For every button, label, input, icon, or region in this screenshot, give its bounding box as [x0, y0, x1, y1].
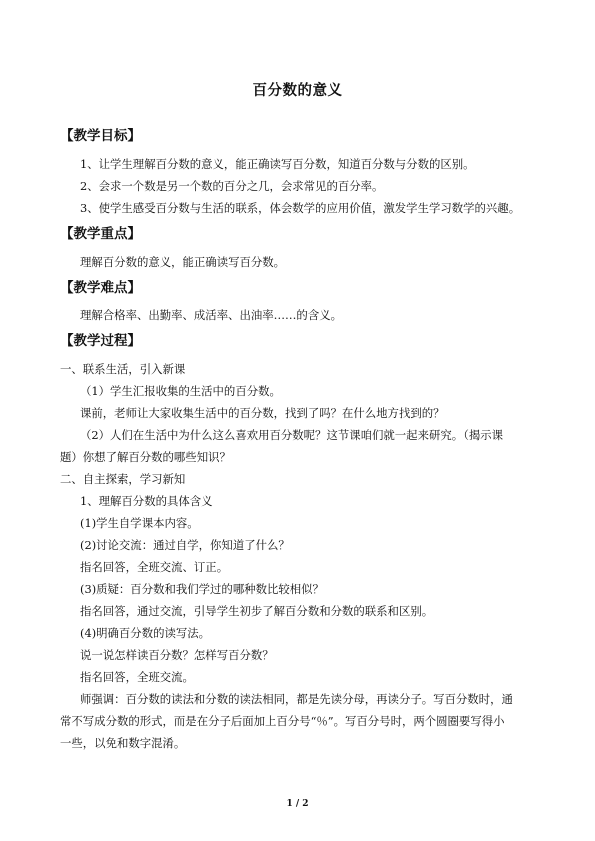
- process-line-18: 一些，以免和数字混淆。: [60, 736, 186, 750]
- process-line-6: 二、自主探索，学习新知: [60, 472, 186, 486]
- goal-line-3: 3、使学生感受百分数与生活的联系，体会数学的应用价值，激发学生学习数学的兴趣。: [80, 201, 521, 215]
- section-heading-process: 【教学过程】: [60, 333, 141, 349]
- process-line-13: (4)明确百分数的读写法。: [80, 626, 211, 640]
- goal-line-2: 2、会求一个数是另一个数的百分之几，会求常见的百分率。: [80, 179, 384, 193]
- page-title: 百分数的意义: [252, 82, 343, 99]
- process-line-15: 指名回答，全班交流。: [80, 670, 194, 684]
- difficulty-line-1: 理解合格率、出勤率、成活率、出油率……的含义。: [80, 308, 342, 322]
- section-heading-key-points: 【教学重点】: [60, 226, 141, 242]
- process-line-16: 师强调：百分数的读法和分数的读法相同，都是先读分母，再读分子。写百分数时，通: [80, 692, 513, 706]
- process-line-4: （2）人们在生活中为什么这么喜欢用百分数呢？这节课咱们就一起来研究。（揭示课: [80, 428, 504, 442]
- process-line-8: (1)学生自学课本内容。: [80, 516, 199, 530]
- process-line-11: (3)质疑：百分数和我们学过的哪种数比较相似？: [80, 582, 324, 596]
- process-line-14: 说一说怎样读百分数？怎样写百分数？: [80, 648, 274, 662]
- process-line-3: 课前，老师让大家收集生活中的百分数，找到了吗？在什么地方找到的？: [80, 406, 445, 420]
- process-line-5: 题）你想了解百分数的哪些知识？: [60, 450, 231, 464]
- key-point-line-1: 理解百分数的意义，能正确读写百分数。: [80, 255, 286, 269]
- page-number: 1 / 2: [286, 799, 309, 809]
- section-heading-difficulties: 【教学难点】: [60, 280, 141, 296]
- process-line-17: 常不写成分数的形式，而是在分子后面加上百分号“％”。写百分号时，两个圆圈要写得小: [60, 714, 505, 728]
- process-line-9: (2)讨论交流：通过自学，你知道了什么？: [80, 538, 290, 552]
- process-line-1: 一、联系生活，引入新课: [60, 362, 186, 376]
- process-line-10: 指名回答，全班交流、订正。: [80, 560, 229, 574]
- goal-line-1: 1、让学生理解百分数的意义，能正确读写百分数，知道百分数与分数的区别。: [80, 157, 475, 171]
- section-heading-goals: 【教学目标】: [60, 128, 141, 144]
- process-line-2: （1）学生汇报收集的生活中的百分数。: [80, 384, 281, 398]
- process-line-12: 指名回答，通过交流，引导学生初步了解百分数和分数的联系和区别。: [80, 604, 434, 618]
- process-line-7: 1、理解百分数的具体含义: [80, 494, 213, 508]
